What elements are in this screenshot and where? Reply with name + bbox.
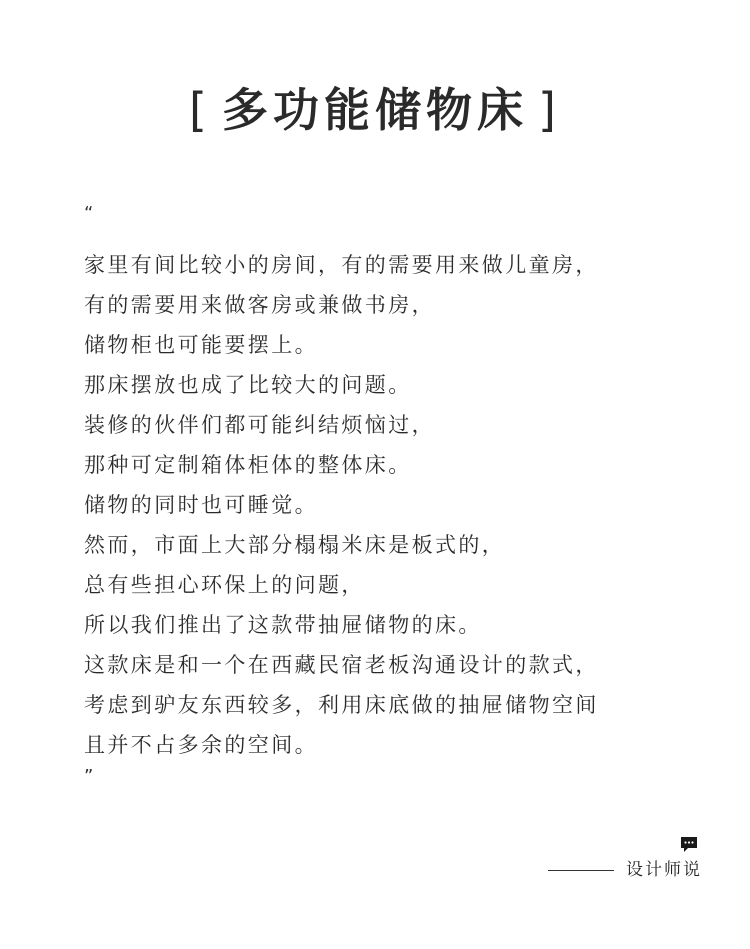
open-quote-mark: “ [84,203,94,224]
body-line: 储物柜也可能要摆上。 [84,333,318,357]
body-line: 储物的同时也可睡觉。 [84,493,318,517]
body-line: 那种可定制箱体柜体的整体床。 [84,453,412,477]
body-line: 有的需要用来做客房或兼做书房， [84,293,435,317]
footer-label: 设计师说 [626,860,702,880]
body-line: 那床摆放也成了比较大的问题。 [84,373,412,397]
title-close-bracket: ] [538,83,561,137]
title-text: 多功能储物床 [222,83,528,137]
page-title [0,78,750,142]
title-open-bracket: [ [189,83,212,137]
close-quote-mark: ” [84,766,94,787]
footer-divider [548,870,614,871]
chat-bubble-icon [680,836,698,854]
body-line: 且并不占多余的空间。 [84,733,318,757]
body-line: 家里有间比较小的房间，有的需要用来做儿童房， [84,253,599,277]
body-line: 所以我们推出了这款带抽屉储物的床。 [84,613,482,637]
body-line: 考虑到驴友东西较多，利用床底做的抽屉储物空间 [84,693,599,717]
body-text [84,245,599,765]
body-line: 这款床是和一个在西藏民宿老板沟通设计的款式， [84,653,599,677]
body-line: 装修的伙伴们都可能纠结烦恼过， [84,413,435,437]
body-line: 总有些担心环保上的问题， [84,573,365,597]
body-line: 然而，市面上大部分榻榻米床是板式的， [84,533,506,557]
